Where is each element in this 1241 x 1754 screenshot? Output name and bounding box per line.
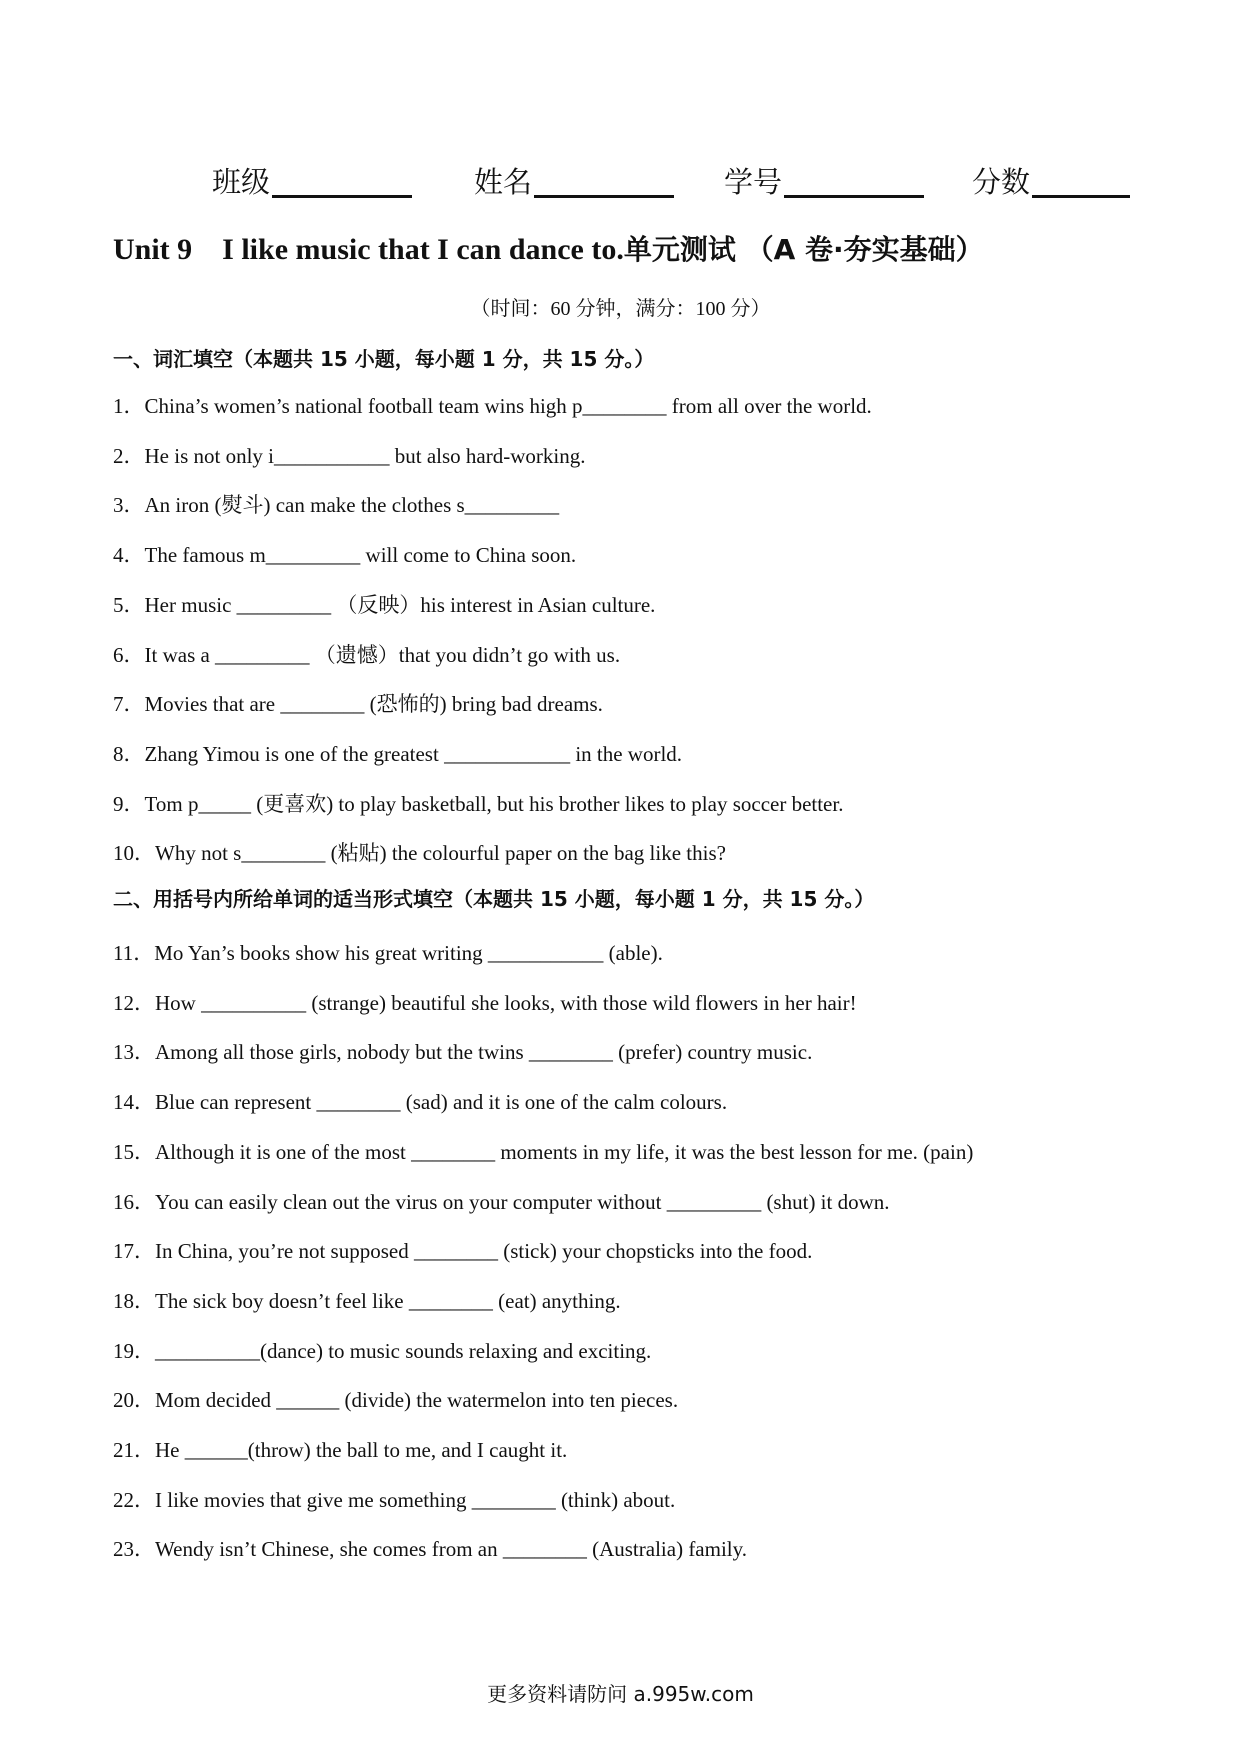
question-item: 7．Movies that are ________ (恐怖的) bring bad dreams. (113, 692, 603, 716)
question-item: 3．An iron (熨斗) can make the clothes s_________ (113, 493, 560, 517)
section-heading-word-forms: 二、用括号内所给单词的适当形式填空（本题共 15 小题，每小题 1 分，共 15 分。） (113, 887, 875, 911)
question-item: 21．He ______(throw) the ball to me, and I caught it. (113, 1438, 568, 1462)
question-item: 2．He is not only i___________ but also hard-working. (113, 444, 586, 468)
student-id-blank (784, 161, 924, 198)
name-field (474, 160, 674, 201)
question-item: 1．China’s women’s national football team wins high p________ from all over the world. (113, 394, 872, 418)
question-item: 6．It was a _________ （遗憾）that you didn’t go with us. (113, 643, 621, 667)
exam-time-score: （时间：60 分钟，满分：100 分） (470, 298, 771, 320)
score-field (972, 160, 1130, 201)
question-item: 23．Wendy isn’t Chinese, she comes from an ________ (Australia) family. (113, 1537, 748, 1562)
score-label: 分数 (972, 165, 1031, 199)
question-item: 15．Although it is one of the most ________ moments in my life, it was the best lesson for me. (pain) (113, 1139, 974, 1164)
question-item: 5．Her music _________ （反映）his interest in Asian culture. (113, 593, 656, 617)
question-item: 8．Zhang Yimou is one of the greatest ____________ in the world. (113, 742, 683, 766)
footer-link[interactable]: 更多资料请防问 a.995w.com (487, 1682, 754, 1706)
name-blank (534, 161, 674, 198)
question-item: 10．Why not s________ (粘贴) the colourful paper on the bag like this? (113, 841, 726, 865)
class-blank (272, 161, 412, 198)
question-item: 16．You can easily clean out the virus on your computer without _________ (shut) it down. (113, 1189, 890, 1214)
question-item: 9．Tom p_____ (更喜欢) to play basketball, but his brother likes to play soccer better. (113, 792, 844, 816)
student-info-header (212, 160, 1132, 202)
score-blank (1032, 161, 1130, 198)
question-item: 17．In China, you’re not supposed ________ (stick) your chopsticks into the food. (113, 1239, 813, 1264)
class-label: 班级 (212, 165, 271, 199)
question-item: 18．The sick boy doesn’t feel like ________ (eat) anything. (113, 1288, 621, 1313)
student-id-label: 学号 (724, 165, 783, 199)
question-item: 14．Blue can represent ________ (sad) and it is one of the calm colours. (113, 1090, 728, 1115)
question-item: 12．How __________ (strange) beautiful she looks, with those wild flowers in her hair! (113, 990, 857, 1015)
question-item: 11．Mo Yan’s books show his great writing ___________ (able). (113, 941, 663, 965)
student-id-field (724, 160, 924, 201)
question-item: 20．Mom decided ______ (divide) the watermelon into ten pieces. (113, 1388, 679, 1413)
title-chinese: 单元测试 （A 卷·夯实基础） (623, 233, 984, 266)
title-english: Unit 9 I like music that I can dance to. (113, 233, 624, 266)
name-label: 姓名 (474, 165, 533, 199)
class-field (212, 160, 412, 201)
section-heading-vocabulary: 一、词汇填空（本题共 15 小题，每小题 1 分，共 15 分。） (113, 347, 655, 371)
page-title (113, 228, 984, 268)
question-item: 4．The famous m_________ will come to China soon. (113, 543, 577, 567)
question-item: 13．Among all those girls, nobody but the twins ________ (prefer) country music. (113, 1040, 813, 1065)
question-item: 22．I like movies that give me something ________ (think) about. (113, 1487, 676, 1512)
question-item: 19．__________(dance) to music sounds relaxing and exciting. (113, 1338, 652, 1363)
